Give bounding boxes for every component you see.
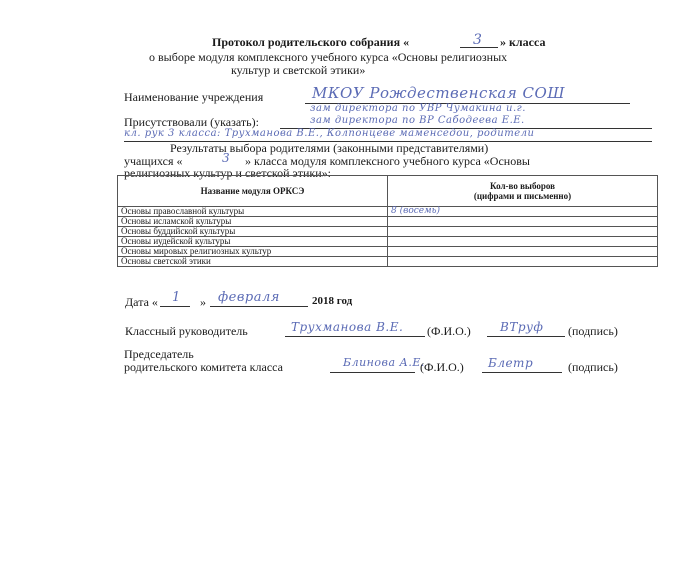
date-label: Дата « (125, 295, 158, 309)
table-row (118, 227, 658, 237)
institution-value-handwritten: МКОУ Рождественская СОШ (312, 84, 565, 102)
col1-header: Название модуля ОРКСЭ (118, 176, 388, 207)
date-month-underline (210, 306, 308, 307)
module-name: Основы православной культуры (118, 207, 388, 217)
module-count (388, 257, 658, 267)
table-header-row (118, 176, 658, 207)
present-line-2-handwritten: зам директора по ВР Сабодеева Е.Е. (310, 115, 525, 126)
table-row (118, 247, 658, 257)
institution-label: Наименование учреждения (124, 90, 264, 104)
chair-signature: Блетр (488, 356, 534, 370)
title-line-2: о выборе модуля комплексного учебного курса «Основы религиозных (149, 50, 508, 64)
modules-table (117, 175, 658, 267)
module-name: Основы иудейской культуры (118, 237, 388, 247)
module-name: Основы исламской культуры (118, 217, 388, 227)
present-line-3-handwritten: кл. рук 3 класса: Трухманова В.Е., Колпонцеве маменседои, родители (124, 128, 535, 139)
module-count (388, 227, 658, 237)
module-name: Основы светской этики (118, 257, 388, 267)
date-day-handwritten: 1 (172, 290, 181, 305)
title-line-1-start: Протокол родительского собрания « (212, 35, 410, 49)
chair-fio-label: (Ф.И.О.) (420, 360, 464, 374)
teacher-sign-label: (подпись) (568, 324, 618, 338)
chair-label-line1: Председатель (124, 347, 194, 361)
date-day-underline (160, 306, 190, 307)
teacher-name-underline (285, 336, 425, 337)
chair-name-underline (330, 372, 415, 373)
table-row (118, 207, 658, 217)
module-count: 8 (восемь) (388, 207, 658, 217)
module-count (388, 247, 658, 257)
results-class-handwritten: 3 (222, 151, 231, 165)
col2-header-line1: Кол-во выборов (490, 181, 555, 191)
teacher-sign-underline (487, 336, 565, 337)
table-row (118, 257, 658, 267)
title-line-1-end: » класса (500, 35, 546, 49)
table-row (118, 217, 658, 227)
chair-sign-label: (подпись) (568, 360, 618, 374)
module-name: Основы мировых религиозных культур (118, 247, 388, 257)
teacher-name-handwritten: Трухманова В.Е. (291, 320, 404, 334)
module-count (388, 217, 658, 227)
results-line-1: Результаты выбора родителями (законными представителями) (170, 141, 489, 155)
date-month-handwritten: февраля (218, 290, 280, 305)
date-separator: » (200, 295, 206, 309)
module-count (388, 237, 658, 247)
title-line-3: культур и светской этики» (231, 63, 366, 77)
date-year: 2018 год (312, 295, 353, 307)
col2-header-line2: (цифрами и письменно) (473, 191, 572, 201)
module-name: Основы буддийской культуры (118, 227, 388, 237)
chair-label-line2: родительского комитета класса (124, 360, 283, 374)
results-line-2-end: » класса модуля комплексного учебного курса «Основы (245, 154, 530, 168)
present-line-1-handwritten: зам директора по УВР Чумакина и.г. (310, 103, 526, 114)
teacher-signature: ВТруф (500, 320, 544, 334)
class-number-handwritten: 3 (473, 32, 483, 48)
results-line-2-start: учащихся « (124, 154, 183, 168)
results-line-3: религиозных культур и светской этики»: (124, 166, 331, 180)
chair-name-handwritten: Блинова А.Е. (343, 356, 425, 369)
col2-header (388, 176, 658, 207)
teacher-fio-label: (Ф.И.О.) (427, 324, 471, 338)
present-label: Присутствовали (указать): (124, 115, 259, 129)
teacher-label: Классный руководитель (125, 324, 248, 338)
chair-sign-underline (482, 372, 562, 373)
table-row (118, 237, 658, 247)
class-number-underline (460, 47, 498, 48)
